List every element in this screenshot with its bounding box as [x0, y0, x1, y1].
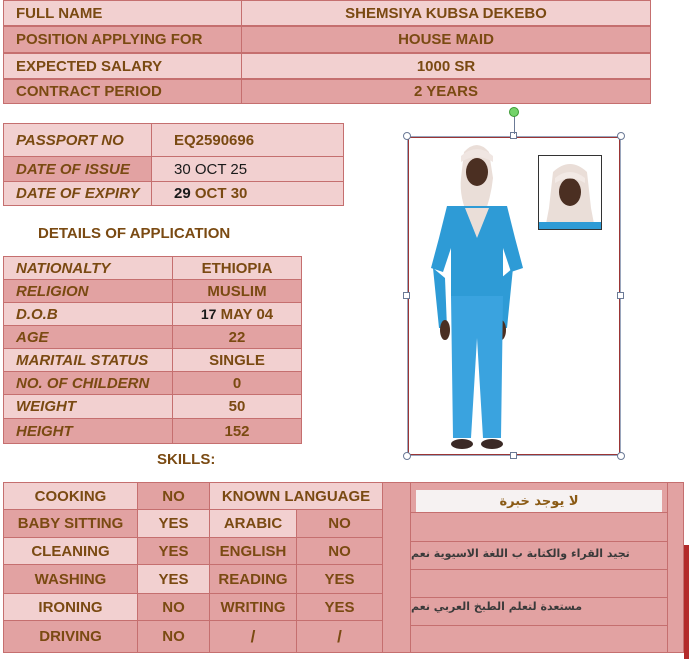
passport-no-value: EQ2590696	[151, 123, 344, 157]
header-table	[0, 0, 651, 104]
weight-value: 50	[172, 394, 302, 419]
children-label: NO. OF CHILDERN	[3, 371, 173, 395]
full-name-label: FULL NAME	[3, 0, 242, 26]
applicant-portrait-inset	[538, 155, 602, 230]
religion-label: RELIGION	[3, 279, 173, 303]
photo-frame[interactable]	[407, 136, 621, 456]
arabic-notes-right-column	[667, 482, 684, 653]
nationality-label: NATIONALTY	[3, 256, 173, 280]
arabic-note-cooking: مستعدة لتعلم الطبخ العربي نعم	[411, 599, 583, 613]
age-label: AGE	[3, 325, 173, 349]
marital-status-value: SINGLE	[172, 348, 302, 372]
known-language-header: KNOWN LANGUAGE	[209, 482, 383, 510]
expiry-date-label: DATE OF EXPIRY	[3, 181, 152, 206]
skill-ironing-name: IRONING	[3, 593, 138, 621]
nationality-value: ETHIOPIA	[172, 256, 302, 280]
details-title: DETAILS OF APPLICATION	[38, 224, 231, 242]
dob-value	[172, 302, 302, 326]
skill-washing-value: YES	[137, 564, 210, 594]
skill-cooking-value: NO	[137, 482, 210, 510]
contract-value: 2 YEARS	[241, 79, 651, 104]
passport-no-label: PASSPORT NO	[3, 123, 152, 157]
reading-value: YES	[296, 564, 383, 594]
skills-title: SKILLS:	[157, 450, 216, 468]
blank-slash-name: /	[209, 620, 297, 653]
children-value: 0	[172, 371, 302, 395]
dob-label: D.O.B	[3, 302, 173, 326]
skill-cleaning-value: YES	[137, 537, 210, 565]
resize-handle-bottom-middle[interactable]	[510, 452, 517, 459]
rotate-handle-stem	[514, 116, 515, 134]
skill-washing-name: WASHING	[3, 564, 138, 594]
blank-slash-value: /	[296, 620, 383, 653]
resize-handle-middle-left[interactable]	[403, 292, 410, 299]
lang-arabic-value: NO	[296, 509, 383, 538]
issue-date-label: DATE OF ISSUE	[3, 156, 152, 182]
skill-ironing-value: NO	[137, 593, 210, 621]
reading-name: READING	[209, 564, 297, 594]
resize-handle-middle-right[interactable]	[617, 292, 624, 299]
religion-value: MUSLIM	[172, 279, 302, 303]
arabic-row-line	[411, 512, 667, 513]
lang-english-value: NO	[296, 537, 383, 565]
writing-name: WRITING	[209, 593, 297, 621]
skill-babysitting-value: YES	[137, 509, 210, 538]
arabic-title: لا يوجد خبرة	[416, 490, 662, 512]
skill-cooking-name: COOKING	[3, 482, 138, 510]
lang-english-name: ENGLISH	[209, 537, 297, 565]
salary-label: EXPECTED SALARY	[3, 53, 242, 79]
age-value: 22	[172, 325, 302, 349]
expiry-date-value	[151, 181, 344, 206]
dob-day: 17	[200, 306, 217, 322]
issue-date-value: 30 OCT 25	[151, 156, 344, 182]
position-value: HOUSE MAID	[241, 26, 651, 53]
position-label: POSITION APPLYING FOR	[3, 26, 242, 53]
skill-babysitting-name: BABY SITTING	[3, 509, 138, 538]
resize-handle-top-right[interactable]	[617, 132, 625, 140]
full-name-value: SHEMSIYA KUBSA DEKEBO	[241, 0, 651, 26]
height-value: 152	[172, 418, 302, 444]
arabic-row-line	[411, 569, 667, 570]
skill-driving-value: NO	[137, 620, 210, 653]
dob-month-year: MAY 04	[220, 305, 274, 323]
arabic-notes-left-column	[382, 482, 411, 653]
resize-handle-top-left[interactable]	[403, 132, 411, 140]
contract-label: CONTRACT PERIOD	[3, 79, 242, 104]
weight-label: WEIGHT	[3, 394, 173, 419]
lang-arabic-name: ARABIC	[209, 509, 297, 538]
resize-handle-bottom-right[interactable]	[617, 452, 625, 460]
expiry-month-year: OCT 30	[194, 185, 248, 202]
salary-value: 1000 SR	[241, 53, 651, 79]
skill-cleaning-name: CLEANING	[3, 537, 138, 565]
arabic-row-line	[411, 625, 667, 626]
writing-value: YES	[296, 593, 383, 621]
expiry-day: 29	[174, 185, 191, 202]
marital-status-label: MARITAIL STATUS	[3, 348, 173, 372]
rotate-handle[interactable]	[509, 107, 519, 117]
arabic-note-reading-writing: تجيد القراء والكتابة ب اللغة الاسيوية نعم	[411, 546, 630, 560]
skill-driving-name: DRIVING	[3, 620, 138, 653]
height-label: HEIGHT	[3, 418, 173, 444]
page-right-edge-marker	[684, 545, 689, 659]
resize-handle-bottom-left[interactable]	[403, 452, 411, 460]
